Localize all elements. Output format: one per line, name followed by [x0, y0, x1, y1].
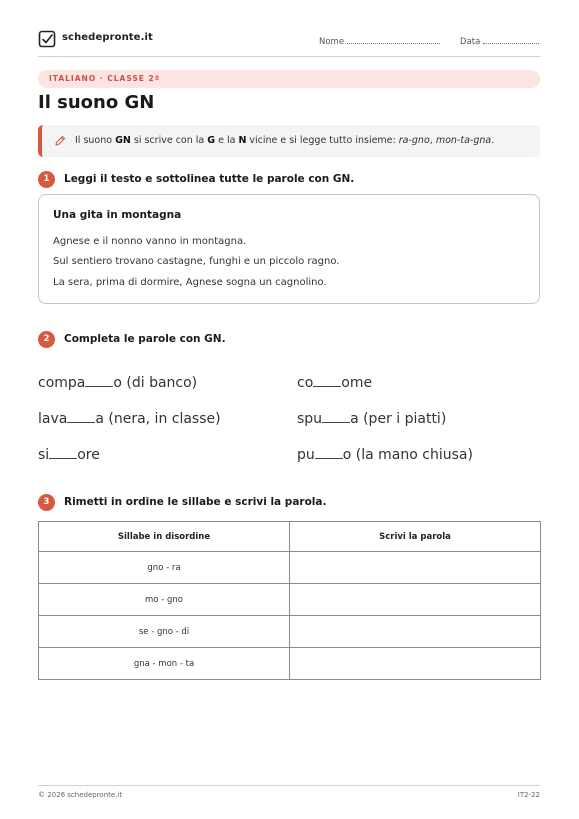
date-field[interactable]: [460, 36, 539, 47]
fill-word: si ore: [38, 447, 100, 463]
answer-cell[interactable]: [290, 616, 541, 648]
exercise-number-1: 1: [38, 171, 55, 188]
answer-cell[interactable]: [290, 552, 541, 584]
syllables-cell: se - gno - di: [39, 616, 290, 648]
reading-line: Sul sentiero trovano castagne, funghi e un piccolo ragno.: [53, 256, 340, 267]
fill-word: lava a (nera, in classe): [38, 411, 221, 427]
page-title: Il suono GN: [38, 92, 155, 113]
exercise-1-instruction: Leggi il testo e sottolinea tutte le parole con GN.: [64, 173, 355, 185]
footer-code: IT2-22: [517, 791, 540, 799]
header-divider: [38, 56, 540, 57]
answer-cell[interactable]: [290, 584, 541, 616]
blank-space[interactable]: [322, 410, 350, 423]
table-row: [39, 552, 541, 584]
blank-space[interactable]: [85, 374, 113, 387]
table-row: [39, 584, 541, 616]
subject-label: ITALIANO · CLASSE 2ª: [49, 74, 160, 83]
table-row: [39, 616, 541, 648]
reading-title: Una gita in montagna: [53, 209, 182, 221]
fill-word: compa o (di banco): [38, 375, 198, 391]
blank-space[interactable]: [49, 446, 77, 459]
table-row: [39, 648, 541, 680]
fill-word: co ome: [297, 375, 373, 391]
exercise-number-2: 2: [38, 331, 55, 348]
syllables-table: [38, 521, 541, 680]
syllables-cell: gna - mon - ta: [39, 648, 290, 680]
blank-space[interactable]: [313, 374, 341, 387]
reading-line: Agnese e il nonno vanno in montagna.: [53, 236, 247, 247]
column-header-syllables: Sillabe in disordine: [39, 522, 290, 552]
rule-text: Il suono GN si scrive con la G e la N vicine e si legge tutto insieme: ra-gno, mon-ta-gna.: [75, 135, 495, 146]
blank-space[interactable]: [67, 410, 95, 423]
table-header-row: [39, 522, 541, 552]
fill-word: pu o (la mano chiusa): [297, 447, 473, 463]
syllables-cell: gno - ra: [39, 552, 290, 584]
date-label: Data: [460, 37, 481, 47]
footer-divider: [38, 785, 540, 786]
checklist-icon: [38, 30, 56, 48]
pencil-icon: [54, 135, 66, 147]
brand-name: schedepronte.it: [62, 32, 153, 43]
name-label: Nome: [319, 37, 345, 47]
column-header-word: Scrivi la parola: [290, 522, 541, 552]
reading-line: La sera, prima di dormire, Agnese sogna un cagnolino.: [53, 277, 327, 288]
footer-copyright: © 2026 schedepronte.it: [38, 791, 123, 799]
exercise-2-instruction: Completa le parole con GN.: [64, 333, 226, 345]
exercise-number-3: 3: [38, 494, 55, 511]
exercise-3-instruction: Rimetti in ordine le sillabe e scrivi la parola.: [64, 496, 327, 508]
answer-cell[interactable]: [290, 648, 541, 680]
syllables-cell: mo - gno: [39, 584, 290, 616]
fill-word: spu a (per i piatti): [297, 411, 447, 427]
name-field[interactable]: [319, 36, 440, 47]
blank-space[interactable]: [315, 446, 343, 459]
